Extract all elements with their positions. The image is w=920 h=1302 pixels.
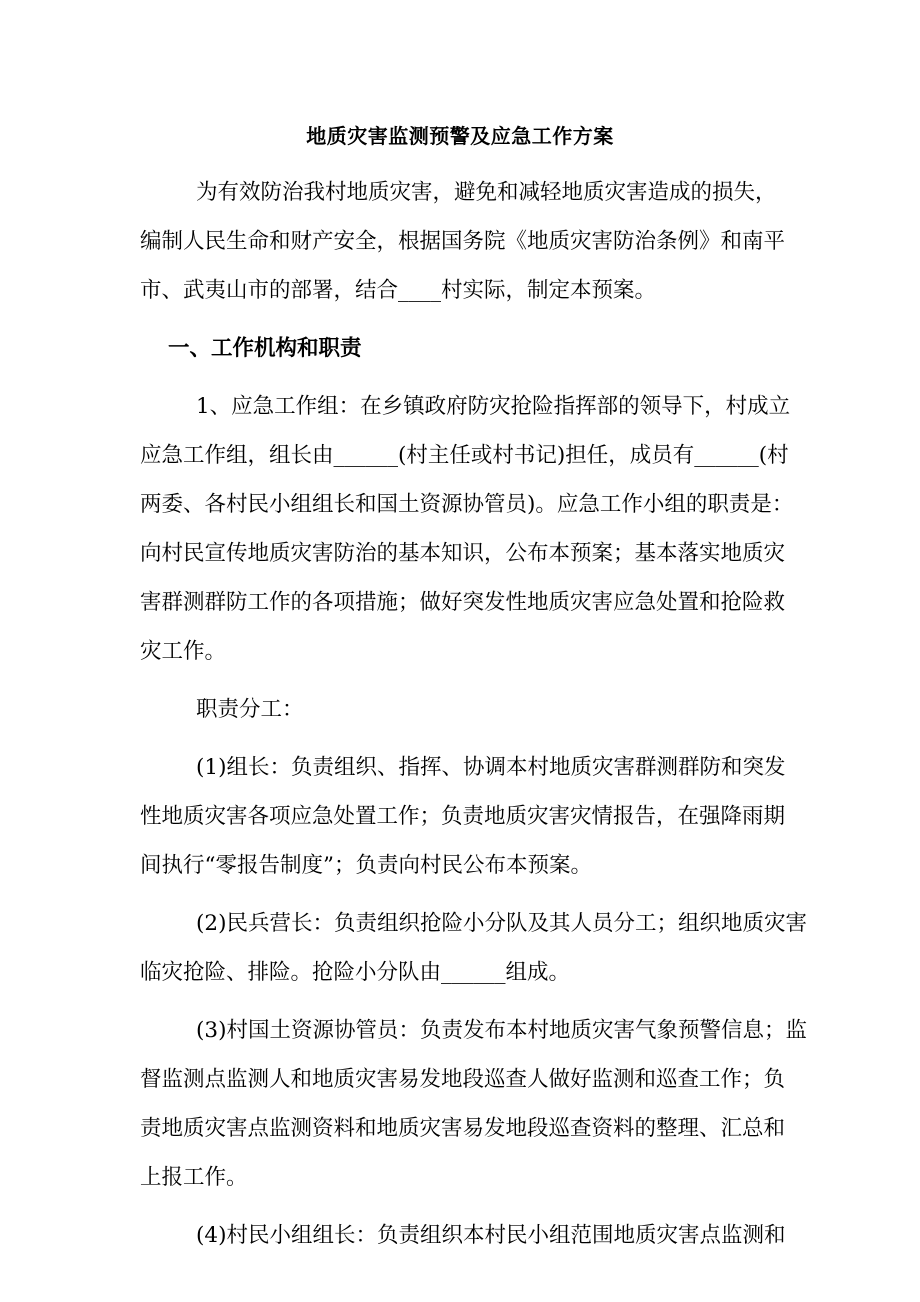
text-line: 编制人民生命和财产安全，根据国务院《地质灾害防治条例》和南平 xyxy=(140,229,786,254)
text-line: 为有效防治我村地质灾害，避免和减轻地质灾害造成的损失， xyxy=(196,180,777,205)
text-line: 间执行“零报告制度”；负责向村民公布本预案。 xyxy=(140,853,592,878)
text-line: 督监测点监测人和地质灾害易发地段巡查人做好监测和巡查工作；负 xyxy=(140,1067,786,1092)
paragraph-duties-label xyxy=(140,685,780,734)
text-line: 临灾抢险、排险。抢险小分队由______组成。 xyxy=(140,960,571,985)
text-line: 应急工作组，组长由______(村主任或村书记)担任，成员有______(村 xyxy=(140,443,789,468)
heading-line: 一、工作机构和职责 xyxy=(168,336,362,361)
text-line: 向村民宣传地质灾害防治的基本知识，公布本预案；基本落实地质灾 xyxy=(140,541,786,566)
text-line: 两委、各村民小组组长和国土资源协管员)。应急工作小组的职责是： xyxy=(140,492,794,517)
text-line: 责地质灾害点监测资料和地质灾害易发地段巡查资料的整理、汇总和 xyxy=(140,1116,786,1141)
text-line: 性地质灾害各项应急处置工作；负责地质灾害灾情报告，在强降雨期 xyxy=(140,804,786,829)
document-body xyxy=(140,168,807,1260)
text-line: 上报工作。 xyxy=(140,1165,248,1190)
paragraph-duty-coordinator xyxy=(140,1006,807,1202)
text-line: 职责分工： xyxy=(196,697,304,722)
text-line: 1、应急工作组：在乡镇政府防灾抢险指挥部的领导下，村成立 xyxy=(196,394,791,419)
text-line: 市、武夷山市的部署，结合____村实际，制定本预案。 xyxy=(140,278,657,303)
paragraph-duty-leader xyxy=(140,743,786,890)
text-line: 害群测群防工作的各项措施；做好突发性地质灾害应急处置和抢险救 xyxy=(140,590,786,615)
text-line: (3)村国土资源协管员：负责发布本村地质灾害气象预警信息；监 xyxy=(196,1018,807,1043)
document-title: 地质灾害监测预警及应急工作方案 xyxy=(306,124,614,148)
text-line: (1)组长：负责组织、指挥、协调本村地质灾害群测群防和突发 xyxy=(196,755,786,780)
paragraph-duty-group-leader xyxy=(140,1211,786,1260)
text-line: (4)村民小组组长：负责组织本村民小组范围地质灾害点监测和 xyxy=(196,1223,786,1248)
paragraph-intro xyxy=(140,168,786,315)
text-line: (2)民兵营长：负责组织抢险小分队及其人员分工；组织地质灾害 xyxy=(196,911,807,936)
paragraph-emergency-group xyxy=(140,382,794,676)
text-line: 灾工作。 xyxy=(140,639,227,664)
paragraph-duty-militia xyxy=(140,899,807,997)
section-heading xyxy=(140,324,780,373)
